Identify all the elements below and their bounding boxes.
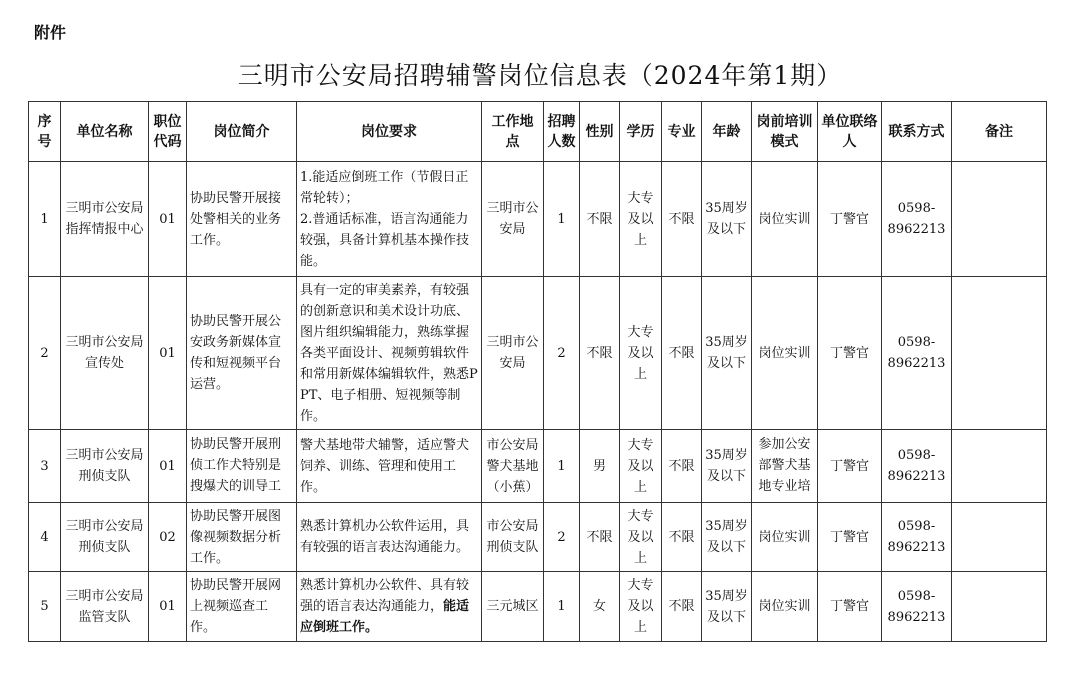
header-count: 招聘人数: [544, 102, 580, 162]
header-age: 年龄: [702, 102, 752, 162]
cell-count: 2: [544, 277, 580, 430]
cell-requirements: [297, 572, 482, 642]
table-header-row: [29, 102, 1047, 162]
cell-location: 三元城区: [482, 572, 544, 642]
cell-seq: 4: [29, 503, 61, 572]
cell-gender: 女: [580, 572, 620, 642]
cell-requirements-bold: 能适应倒班工作。: [300, 599, 470, 635]
cell-remark: [952, 572, 1047, 642]
cell-code: 02: [149, 503, 187, 572]
header-training: 岗前培训模式: [752, 102, 818, 162]
attachment-label: 附件: [34, 23, 67, 42]
cell-contact: 丁警官: [818, 572, 882, 642]
cell-location: 市公安局警犬基地（小蕉）: [482, 430, 544, 503]
cell-gender: 不限: [580, 162, 620, 277]
cell-age: 35周岁及以下: [702, 430, 752, 503]
header-education: 学历: [620, 102, 662, 162]
cell-remark: [952, 430, 1047, 503]
cell-contact: 丁警官: [818, 277, 882, 430]
cell-count: 2: [544, 503, 580, 572]
cell-major: 不限: [662, 430, 702, 503]
cell-unit: 三明市公安局指挥情报中心: [61, 162, 149, 277]
cell-intro-text: 协助民警开展刑侦工作犬特别是搜爆犬的训导工: [190, 437, 282, 494]
cell-training-text: 参加公安部警犬基地专业培: [758, 437, 811, 494]
cell-education: 大专及以上: [620, 572, 662, 642]
header-unit: 单位名称: [61, 102, 149, 162]
cell-unit: 三明市公安局宣传处: [61, 277, 149, 430]
header-intro: 岗位简介: [187, 102, 297, 162]
table-row: [29, 430, 1047, 503]
cell-training: 岗位实训: [752, 162, 818, 277]
cell-unit: 三明市公安局监管支队: [61, 572, 149, 642]
header-seq: 序号: [29, 102, 61, 162]
table-row: [29, 572, 1047, 642]
cell-phone: 0598-8962213: [882, 572, 952, 642]
document-title: 三明市公安局招聘辅警岗位信息表（2024年第1期）: [237, 61, 843, 90]
cell-unit: 三明市公安局刑侦支队: [61, 503, 149, 572]
header-remark: 备注: [952, 102, 1047, 162]
cell-training: 岗位实训: [752, 503, 818, 572]
cell-seq: 5: [29, 572, 61, 642]
cell-gender: 不限: [580, 277, 620, 430]
cell-requirements: 熟悉计算机办公软件运用，具有较强的语言表达沟通能力。: [297, 503, 482, 572]
cell-count: 1: [544, 430, 580, 503]
cell-intro: [187, 430, 297, 503]
cell-location: 三明市公安局: [482, 162, 544, 277]
cell-contact: 丁警官: [818, 503, 882, 572]
cell-intro: 协助民警开展网上视频巡查工作。: [187, 572, 297, 642]
header-phone: 联系方式: [882, 102, 952, 162]
cell-age: 35周岁及以下: [702, 572, 752, 642]
cell-requirements-text: 熟悉计算机办公软件、具有较强的语言表达沟通能力，: [300, 578, 470, 614]
cell-education: 大专及以上: [620, 162, 662, 277]
cell-count: 1: [544, 572, 580, 642]
cell-training: [752, 430, 818, 503]
header-gender: 性别: [580, 102, 620, 162]
cell-intro: 协助民警开展图像视频数据分析工作。: [187, 503, 297, 572]
header-contact: 单位联络人: [818, 102, 882, 162]
cell-phone: 0598-8962213: [882, 430, 952, 503]
cell-seq: 2: [29, 277, 61, 430]
header-requirements: 岗位要求: [297, 102, 482, 162]
cell-age: 35周岁及以下: [702, 503, 752, 572]
cell-phone: 0598-8962213: [882, 162, 952, 277]
header-major: 专业: [662, 102, 702, 162]
cell-unit: 三明市公安局刑侦支队: [61, 430, 149, 503]
cell-location: 市公安局刑侦支队: [482, 503, 544, 572]
cell-remark: [952, 162, 1047, 277]
table-row: [29, 277, 1047, 430]
cell-major: 不限: [662, 503, 702, 572]
cell-education: 大专及以上: [620, 503, 662, 572]
cell-contact: 丁警官: [818, 430, 882, 503]
cell-intro: 协助民警开展接处警相关的业务工作。: [187, 162, 297, 277]
cell-contact: 丁警官: [818, 162, 882, 277]
cell-remark: [952, 503, 1047, 572]
cell-remark: [952, 277, 1047, 430]
recruitment-table: [28, 101, 1047, 642]
cell-requirements: 警犬基地带犬辅警，适应警犬饲养、训练、管理和使用工作。: [297, 430, 482, 503]
cell-major: 不限: [662, 572, 702, 642]
table-row: [29, 503, 1047, 572]
cell-education: 大专及以上: [620, 277, 662, 430]
cell-phone: 0598-8962213: [882, 503, 952, 572]
cell-gender: 不限: [580, 503, 620, 572]
cell-code: 01: [149, 430, 187, 503]
cell-seq: 1: [29, 162, 61, 277]
cell-intro: 协助民警开展公安政务新媒体宣传和短视频平台运营。: [187, 277, 297, 430]
cell-code: 01: [149, 162, 187, 277]
cell-education: 大专及以上: [620, 430, 662, 503]
cell-training: 岗位实训: [752, 277, 818, 430]
cell-age: 35周岁及以下: [702, 162, 752, 277]
cell-gender: 男: [580, 430, 620, 503]
cell-code: 01: [149, 277, 187, 430]
cell-count: 1: [544, 162, 580, 277]
cell-phone: 0598-8962213: [882, 277, 952, 430]
cell-age: 35周岁及以下: [702, 277, 752, 430]
cell-location: 三明市公安局: [482, 277, 544, 430]
header-code: 职位代码: [149, 102, 187, 162]
cell-seq: 3: [29, 430, 61, 503]
header-location: 工作地点: [482, 102, 544, 162]
cell-training: 岗位实训: [752, 572, 818, 642]
cell-requirements: 1.能适应倒班工作（节假日正常轮转）； 2.普通话标准，语言沟通能力较强，具备计算机基本操作技能。: [297, 162, 482, 277]
cell-major: 不限: [662, 162, 702, 277]
cell-major: 不限: [662, 277, 702, 430]
cell-code: 01: [149, 572, 187, 642]
cell-requirements: 具有一定的审美素养，有较强的创新意识和美术设计功底、图片组织编辑能力，熟练掌握各类平面设计、视频剪辑软件和常用新媒体编辑软件，熟悉PPT、电子相册、短视频等制作。: [297, 277, 482, 430]
table-row: [29, 162, 1047, 277]
